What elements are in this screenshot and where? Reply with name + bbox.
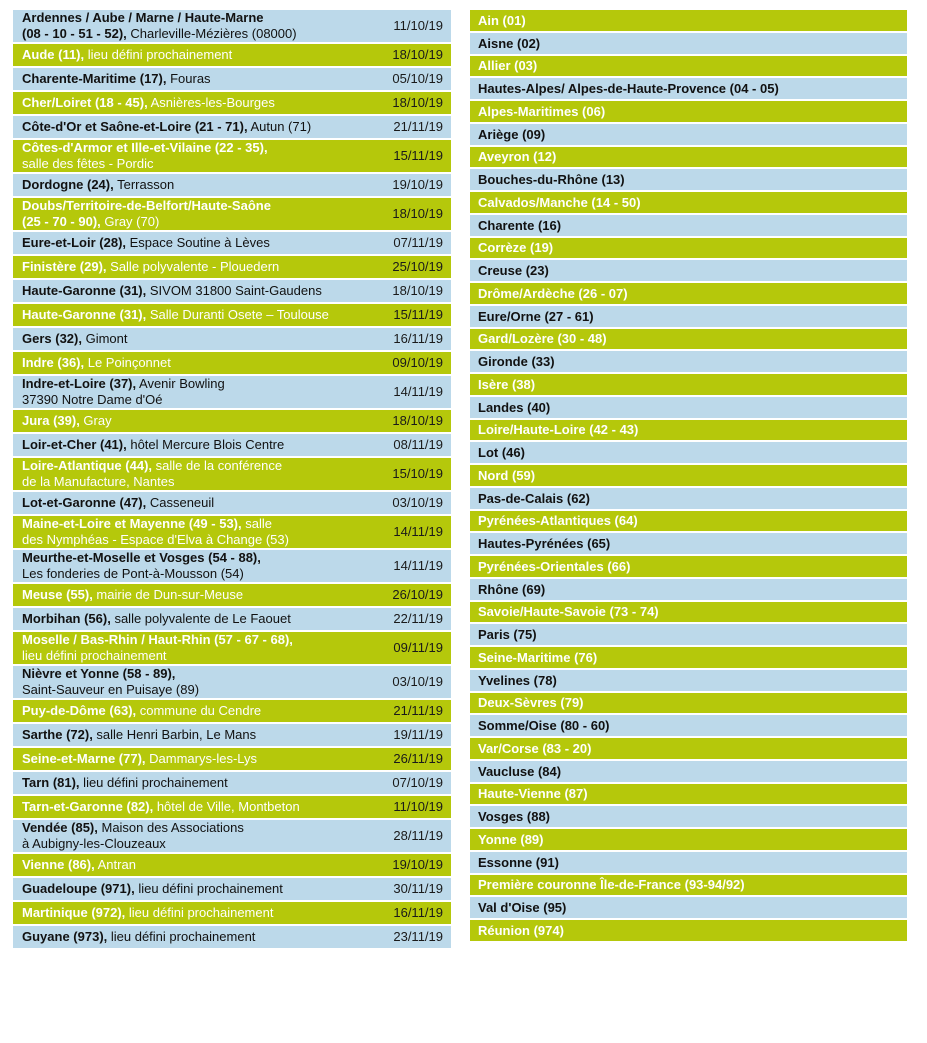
event-date: 18/10/19 (392, 47, 443, 62)
event-location: Casseneuil (146, 495, 215, 510)
event-date: 03/10/19 (392, 674, 443, 689)
department-codes: (08 - 10 - 51 - 52), (22, 26, 131, 41)
department-codes: (25 - 70 - 90), (22, 214, 105, 229)
event-row (13, 198, 451, 232)
event-place (22, 177, 381, 193)
event-date: 14/11/19 (393, 384, 443, 399)
event-location-line2: 37390 Notre Dame d'Oé (22, 392, 163, 407)
event-location-line2: à Aubigny-les-Clouzeaux (22, 836, 166, 851)
department-row: Eure/Orne (27 - 61) (470, 306, 907, 329)
event-row (13, 854, 451, 878)
event-place (22, 495, 381, 511)
event-date: 15/11/19 (393, 148, 443, 163)
event-date: 05/10/19 (392, 71, 443, 86)
event-location: Le Poinçonnet (84, 355, 171, 370)
department-row: Calvados/Manche (14 - 50) (470, 192, 907, 215)
event-place (22, 703, 381, 719)
event-row (13, 232, 451, 256)
event-date: 07/10/19 (392, 775, 443, 790)
event-location: hôtel Mercure Blois Centre (126, 437, 285, 452)
department-row: Gironde (33) (470, 351, 907, 374)
event-location: salle polyvalente de Le Faouet (110, 611, 291, 626)
department-name: Nièvre et Yonne (58 - 89), (22, 666, 176, 681)
event-location: Gimont (81, 331, 128, 346)
event-row (13, 584, 451, 608)
event-place (22, 10, 381, 42)
event-location: Autun (71) (247, 119, 312, 134)
department-row: Allier (03) (470, 56, 907, 79)
event-location: Terrasson (113, 177, 175, 192)
event-date: 25/10/19 (392, 259, 443, 274)
event-date: 08/11/19 (393, 437, 443, 452)
event-date: 21/11/19 (393, 119, 443, 134)
department-name: Loir-et-Cher (41), (22, 437, 127, 452)
department-row: Seine-Maritime (76) (470, 647, 907, 670)
department-row: Vosges (88) (470, 806, 907, 829)
event-date: 18/10/19 (392, 206, 443, 221)
department-name: Lot-et-Garonne (47), (22, 495, 147, 510)
event-date: 30/11/19 (393, 881, 443, 896)
event-place (22, 516, 381, 548)
event-place (22, 331, 381, 347)
event-row (13, 352, 451, 376)
event-place (22, 376, 381, 408)
event-location: lieu défini prochainement (107, 929, 256, 944)
event-location-line2: de la Manufacture, Nantes (22, 474, 175, 489)
event-row (13, 632, 451, 666)
event-location-line2: Les fonderies de Pont-à-Mousson (54) (22, 566, 244, 581)
event-date: 19/10/19 (392, 177, 443, 192)
department-name: Dordogne (24), (22, 177, 114, 192)
department-name: Tarn-et-Garonne (82), (22, 799, 154, 814)
department-name: Sarthe (72), (22, 727, 93, 742)
department-row: Creuse (23) (470, 260, 907, 283)
department-row: Somme/Oise (80 - 60) (470, 715, 907, 738)
event-row (13, 280, 451, 304)
department-name: Vendée (85), (22, 820, 98, 835)
event-location: lieu défini prochainement (84, 47, 233, 62)
department-name: Indre (36), (22, 355, 85, 370)
department-row: Yvelines (78) (470, 670, 907, 693)
department-row: Corrèze (19) (470, 238, 907, 261)
department-row: Nord (59) (470, 465, 907, 488)
event-location: Gray (79, 413, 112, 428)
event-place (22, 437, 381, 453)
department-row: Charente (16) (470, 215, 907, 238)
event-place (22, 71, 381, 87)
department-name: Côte-d'Or et Saône-et-Loire (21 - 71), (22, 119, 248, 134)
event-row (13, 796, 451, 820)
event-location: Charleville-Mézières (08000) (130, 26, 297, 41)
event-date: 14/11/19 (393, 524, 443, 539)
department-row: Var/Corse (83 - 20) (470, 738, 907, 761)
event-location: lieu défini prochainement (134, 881, 283, 896)
department-row: Paris (75) (470, 624, 907, 647)
department-row: Pyrénées-Orientales (66) (470, 556, 907, 579)
department-name: Meuse (55), (22, 587, 93, 602)
department-name: Gers (32), (22, 331, 82, 346)
department-row: Ariège (09) (470, 124, 907, 147)
event-place (22, 458, 381, 490)
event-date: 22/11/19 (393, 611, 443, 626)
event-date: 23/11/19 (393, 929, 443, 944)
department-name: Finistère (29), (22, 259, 107, 274)
department-name: Seine-et-Marne (77), (22, 751, 146, 766)
department-name: Vienne (86), (22, 857, 95, 872)
event-row (13, 772, 451, 796)
event-location: SIVOM 31800 Saint-Gaudens (146, 283, 322, 298)
event-row (13, 700, 451, 724)
event-date: 18/10/19 (392, 413, 443, 428)
event-location-line2: des Nymphéas - Espace d'Elva à Change (53) (22, 532, 289, 547)
event-row (13, 458, 451, 492)
event-place (22, 550, 381, 582)
department-row: Aveyron (12) (470, 147, 907, 170)
department-row: Haute-Vienne (87) (470, 784, 907, 807)
department-row: Ain (01) (470, 10, 907, 33)
event-date: 16/11/19 (393, 905, 443, 920)
event-date: 09/11/19 (393, 640, 443, 655)
event-row (13, 44, 451, 68)
department-row: Pyrénées-Atlantiques (64) (470, 511, 907, 534)
left-table (13, 10, 451, 950)
department-row: Vaucluse (84) (470, 761, 907, 784)
event-place (22, 283, 381, 299)
department-name: Cher/Loiret (18 - 45), (22, 95, 148, 110)
event-date: 11/10/19 (393, 799, 443, 814)
department-name: Guyane (973), (22, 929, 108, 944)
event-row (13, 140, 451, 174)
department-name: Ardennes / Aube / Marne / Haute-Marne (22, 10, 264, 25)
event-row (13, 492, 451, 516)
event-place (22, 775, 381, 791)
department-row: Pas-de-Calais (62) (470, 488, 907, 511)
department-name: Puy-de-Dôme (63), (22, 703, 137, 718)
event-row (13, 174, 451, 198)
event-row (13, 878, 451, 902)
event-date: 16/11/19 (393, 331, 443, 346)
event-location: Antran (94, 857, 136, 872)
event-place (22, 413, 381, 429)
event-row (13, 926, 451, 950)
right-table (470, 10, 907, 943)
event-place (22, 140, 381, 172)
department-row: Isère (38) (470, 374, 907, 397)
event-date: 28/11/19 (393, 828, 443, 843)
event-location: Maison des Associations (97, 820, 244, 835)
event-location: lieu défini prochainement (125, 905, 274, 920)
event-place (22, 259, 381, 275)
department-row: Rhône (69) (470, 579, 907, 602)
department-name: Martinique (972), (22, 905, 126, 920)
event-date: 14/11/19 (393, 558, 443, 573)
department-row: Loire/Haute-Loire (42 - 43) (470, 420, 907, 443)
event-row (13, 434, 451, 458)
event-row (13, 92, 451, 116)
department-name: Haute-Garonne (31), (22, 307, 147, 322)
event-location-line2: lieu défini prochainement (22, 648, 167, 663)
event-row (13, 376, 451, 410)
department-name: Moselle / Bas-Rhin / Haut-Rhin (57 - 67 - 68), (22, 632, 293, 647)
department-row: Lot (46) (470, 442, 907, 465)
event-place (22, 799, 381, 815)
department-name: Aude (11), (22, 47, 85, 62)
event-row (13, 256, 451, 280)
department-row: Hautes-Alpes/ Alpes-de-Haute-Provence (04 - 05) (470, 78, 907, 101)
event-location: salle Henri Barbin, Le Mans (92, 727, 257, 742)
event-row (13, 10, 451, 44)
event-location: Gray (70) (104, 214, 160, 229)
event-row (13, 410, 451, 434)
event-date: 26/10/19 (392, 587, 443, 602)
event-location: mairie de Dun-sur-Meuse (92, 587, 244, 602)
department-name: Eure-et-Loir (28), (22, 235, 127, 250)
event-row (13, 68, 451, 92)
department-row: Aisne (02) (470, 33, 907, 56)
event-date: 19/10/19 (392, 857, 443, 872)
department-name: Doubs/Territoire-de-Belfort/Haute-Saône (22, 198, 271, 213)
event-location: lieu défini prochainement (79, 775, 228, 790)
event-date: 11/10/19 (393, 18, 443, 33)
event-location-line2: Saint-Sauveur en Puisaye (89) (22, 682, 200, 697)
department-name: Jura (39), (22, 413, 80, 428)
department-name: Charente-Maritime (17), (22, 71, 167, 86)
department-name: Tarn (81), (22, 775, 80, 790)
event-date: 19/11/19 (393, 727, 443, 742)
event-date: 15/11/19 (393, 307, 443, 322)
department-row: Alpes-Maritimes (06) (470, 101, 907, 124)
event-location: commune du Cendre (136, 703, 262, 718)
department-row: Réunion (974) (470, 920, 907, 943)
event-place (22, 47, 381, 63)
event-place (22, 820, 381, 852)
event-location: Espace Soutine à Lèves (126, 235, 270, 250)
department-name: Côtes-d'Armor et Ille-et-Vilaine (22 - 35), (22, 140, 268, 155)
event-date: 18/10/19 (392, 95, 443, 110)
event-place (22, 611, 381, 627)
event-row (13, 748, 451, 772)
event-location: salle (241, 516, 272, 531)
department-row: Deux-Sèvres (79) (470, 693, 907, 716)
event-place (22, 751, 381, 767)
event-date: 15/10/19 (392, 466, 443, 481)
event-row (13, 902, 451, 926)
event-place (22, 905, 381, 921)
department-name: Maine-et-Loire et Mayenne (49 - 53), (22, 516, 242, 531)
event-row (13, 304, 451, 328)
event-location: hôtel de Ville, Montbeton (153, 799, 300, 814)
event-place (22, 929, 381, 945)
event-date: 18/10/19 (392, 283, 443, 298)
event-date: 03/10/19 (392, 495, 443, 510)
department-name: Morbihan (56), (22, 611, 111, 626)
event-row (13, 724, 451, 748)
department-row: Val d'Oise (95) (470, 897, 907, 920)
event-location: Dammarys-les-Lys (145, 751, 258, 766)
department-row: Gard/Lozère (30 - 48) (470, 329, 907, 352)
department-row: Hautes-Pyrénées (65) (470, 533, 907, 556)
event-place (22, 632, 381, 664)
event-place (22, 95, 381, 111)
department-name: Haute-Garonne (31), (22, 283, 147, 298)
event-row (13, 328, 451, 352)
department-name: Loire-Atlantique (44), (22, 458, 153, 473)
event-location: salle des fêtes - Pordic (22, 156, 154, 171)
event-row (13, 516, 451, 550)
event-row (13, 820, 451, 854)
department-name: Indre-et-Loire (37), (22, 376, 137, 391)
event-location: Fouras (166, 71, 211, 86)
event-row (13, 116, 451, 140)
department-row: Yonne (89) (470, 829, 907, 852)
department-row: Essonne (91) (470, 852, 907, 875)
event-location: Avenir Bowling (136, 376, 225, 391)
event-place (22, 857, 381, 873)
event-location: Salle polyvalente - Plouedern (106, 259, 280, 274)
event-place (22, 307, 381, 323)
event-place (22, 587, 381, 603)
department-name: Meurthe-et-Moselle et Vosges (54 - 88), (22, 550, 261, 565)
event-row (13, 608, 451, 632)
department-row: Bouches-du-Rhône (13) (470, 169, 907, 192)
event-place (22, 355, 381, 371)
department-row: Savoie/Haute-Savoie (73 - 74) (470, 602, 907, 625)
event-place (22, 235, 381, 251)
event-place (22, 119, 381, 135)
event-place (22, 198, 381, 230)
event-location: salle de la conférence (152, 458, 283, 473)
department-row: Drôme/Ardèche (26 - 07) (470, 283, 907, 306)
event-date: 26/11/19 (393, 751, 443, 766)
department-row: Première couronne Île-de-France (93-94/92) (470, 875, 907, 898)
department-name: Guadeloupe (971), (22, 881, 135, 896)
event-date: 07/11/19 (393, 235, 443, 250)
event-place (22, 727, 381, 743)
event-place (22, 881, 381, 897)
event-row (13, 550, 451, 584)
event-location: Asnières-les-Bourges (147, 95, 275, 110)
event-date: 09/10/19 (392, 355, 443, 370)
event-place (22, 666, 381, 698)
event-date: 21/11/19 (393, 703, 443, 718)
event-location: Salle Duranti Osete – Toulouse (146, 307, 329, 322)
event-row (13, 666, 451, 700)
department-row: Landes (40) (470, 397, 907, 420)
